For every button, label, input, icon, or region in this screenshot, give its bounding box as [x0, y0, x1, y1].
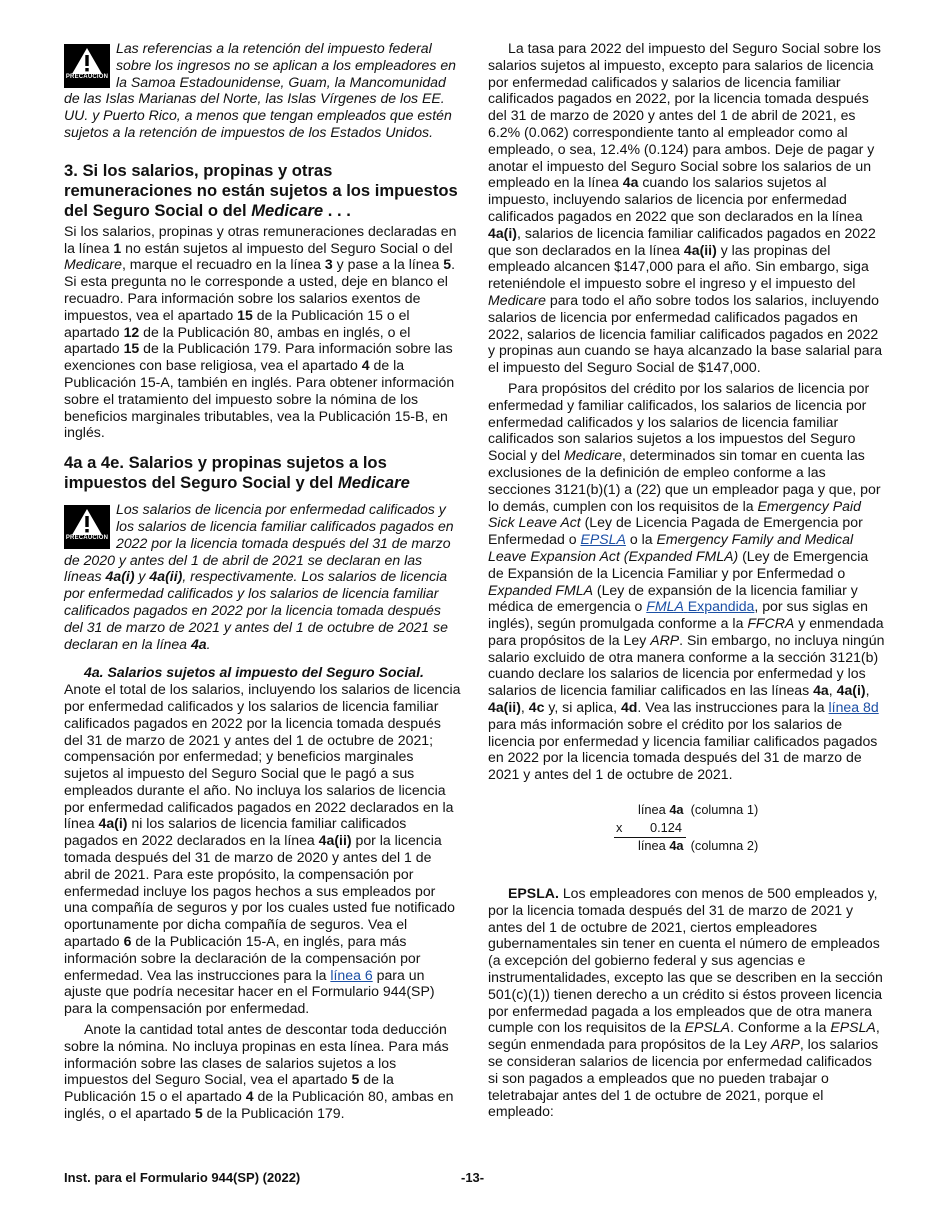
formula-line-3: línea 4a (columna 2) — [638, 838, 759, 854]
section-4-heading: 4a a 4e. Salarios y propinas sujetos a los impuestos del Seguro Social y del Medicare — [64, 453, 410, 493]
fmla-expandida-link[interactable]: FMLA Expandida — [646, 598, 755, 615]
tax-formula — [488, 801, 885, 855]
epsla-heading: EPSLA. — [508, 885, 559, 902]
caution-text: Las referencias a la retención del impuesto federal sobre los ingresos no se aplican a los empleadores en la Samoa Estadounidense, Guam, la Mancomunidad de las Islas Marianas del Norte, las Islas Vírgenes de los EE. UU. y Puerto Rico, a menos que tengan empleados que estén sujetos a la retención de impuestos de los Estados Unidos. — [64, 40, 457, 140]
page-number: -13- — [461, 1170, 485, 1185]
epsla-paragraph: EPSLA. Los empleadores con menos de 500 empleados y, por la licencia tomada después del 31 de marzo de 2021 y antes del 1 de octubre de 2021, ciertos empleadores gubernamentales sin tener en cuenta el número de empleados (a excepción del gobierno federal y sus agencias e instrumentalidades, excepto las que se describen en la sección 501(c)(1)) tienen derecho a un crédito si éstos proveen licencia por enfermedad pagada a los empleados que de otra manera cumple con los requisitos de la EPSLA. Conforme a la EPSLA, según enmendada para propósitos de la Ley ARP, los salarios se consideran salarios de licencia por enfermedad calificados si son pagados a empleados que no pueden trabajar o teletrabajar antes del 1 de octubre de 2021, porque el empleado: — [488, 885, 883, 1120]
formula-multiply-sign: x — [616, 820, 623, 836]
epsla-link[interactable]: EPSLA — [580, 531, 626, 548]
caution-label: PRECAUCION — [65, 74, 109, 81]
line-4a-paragraph: 4a. Salarios sujetos al impuesto del Seguro Social. Anote el total de los salarios, incluyendo los salarios de licencia por enfermedad calificados y los salarios de licencia familiar calificados pagados en 2022 por la licencia tomada después del 31 de marzo de 2021 y antes del 1 de octubre de 2021; compensación por enfermedad; y beneficios marginales sujetos al impuesto del Seguro Social que le pagó a sus empleados durante el año. No incluya los salarios de licencia por enfermedad calificados pagados en 2022 declarados en la línea 4a(i) ni los salarios de licencia familiar calificados pagados en 2022 declarados en la línea 4a(ii) por la licencia tomada después del 31 de marzo de 2020 y antes del 1 de abril de 2021. Para este propósito, la compensación por enfermedad incluye los pagos hechos a sus empleados por una compañía de seguros y por los cuales usted fue notificado oportunamente por dicha compañía de seguros. Vea el apartado 6 de la Publicación 15-A, en inglés, para más información sobre la declaración de la compensación por enfermedad. Vea las instrucciones para la línea 6 para un ajuste que podría necesitar hacer en el Formulario 944(SP) para la compensación por enfermedad. — [64, 664, 461, 1017]
section-3-paragraph: Si los salarios, propinas y otras remuneraciones declaradas en la línea 1 no están sujetos al impuesto del Seguro Social o del Medicare, marque el recuadro en la línea 3 y pase a la línea 5. Si esta pregunta no le corresponde a usted, deje en blanco el recuadro. Para información sobre los salarios exentos de impuestos, vea el apartado 15 de la Publicación 15 o el apartado 12 de la Publicación 80, ambas en inglés, o el apartado 15 de la Publicación 179. Para información sobre las exenciones con base religiosa, vea el apartado 4 de la Publicación 15-A, también en inglés. Para obtener información sobre el tratamiento del impuesto sobre la nómina de los beneficios marginales tributables, vea la Publicación 15-B, en inglés. — [64, 222, 457, 441]
formula-line-1: línea 4a (columna 1) — [638, 802, 759, 818]
formula-multiplier: 0.124 — [650, 820, 683, 836]
line-4a-heading: 4a. Salarios sujetos al impuesto del Seguro Social. — [84, 664, 424, 681]
footer-form-title: Inst. para el Formulario 944(SP) (2022) — [64, 1170, 301, 1185]
left-column — [64, 40, 461, 1122]
credit-purposes-paragraph: Para propósitos del crédito por los salarios de licencia por enfermedad y familiar calificados, los salarios de licencia por enfermedad calificados y los salarios de licencia familiar calificados son salarios sujetos a los impuestos del Seguro Social y del Medicare, determinados sin tomar en cuenta las exclusiones de la definición de empleo conforme a las secciones 3121(b)(1) a (22) que un empleador paga y que, por lo demás, cumplen con los requisitos de la Emergency Paid Sick Leave Act (Ley de Licencia Pagada de Emergencia por Enfermedad o EPSLA o la Emergency Family and Medical Leave Expansion Act (Expanded FMLA) (Ley de Emergencia de Expansión de la Licencia Familiar y por Enfermedad o Expanded FMLA (Ley de expansión de la licencia familiar y médica de emergencia o FMLA Expandida, por sus siglas en inglés), según promulgada conforme a la FFCRA y enmendada para propósitos de la Ley ARP. Sin embargo, no incluya ningún salario excluido de otra manera conforme a la sección 3121(b) cuando declare los salarios de licencia por enfermedad y los salarios de licencia familiar calificados en las líneas 4a, 4a(i), 4a(ii), 4c y, si aplica, 4d. Vea las instrucciones para la línea 8d para más información sobre el crédito por los salarios de licencia por enfermedad y licencia familiar calificados pagados en 2022 por la licencia tomada después del 31 de marzo de 2021 y antes del 1 de octubre de 2021. — [488, 379, 885, 783]
right-column — [488, 40, 885, 1120]
section-3-heading: 3. Si los salarios, propinas y otras remuneraciones no están sujetos a los impuestos del Seguro Social o del Medicare . . . — [64, 160, 458, 220]
line-8d-link[interactable]: línea 8d — [828, 699, 879, 716]
caution-label: PRECAUCION — [65, 535, 109, 542]
tax-rate-paragraph: La tasa para 2022 del impuesto del Seguro Social sobre los salarios sujetos al impuesto, excepto para salarios de licencia por enfermedad calificados y salarios de licencia familiar calificados pagados en 2022, por la licencia tomada después del 31 de marzo de 2020 y antes del 1 de abril de 2021, es 6.2% (0.062) correspondiente tanto al empleador como al empleado, o sea, 12.4% (0.124) para ambos. Deje de pagar y anotar el impuesto del Seguro Social sobre los salarios de un empleado en la línea 4a cuando los salarios sujetos al impuesto, incluyendo salarios de licencia por enfermedad calificados pagados en 2022 que son declarados en la línea 4a(i), salarios de licencia familiar calificados pagados en 2022 que son declarados en la línea 4a(ii) y las propinas del empleado alcancen $147,000 para el año. Sin embargo, siga reteniéndole el impuesto sobre el ingreso y el impuesto del Medicare para todo el año sobre todos los salarios, incluyendo salarios de licencia por enfermedad calificados pagados en 2022, salarios de licencia familiar calificados pagados en 2022 y propinas aun cuando se haya alcanzado la base salarial para el impuesto del Seguro Social de $147,000. — [488, 40, 883, 376]
caution-note-1 — [64, 40, 461, 141]
caution-note-2: PRECAUCION Los salarios de licencia por enfermedad calificados y los salarios de licencia familiar calificados pagados en 2022 por la licencia tomada después del 31 de marzo de 2020 y antes del 1 de abril de 2021 se declaran en las líneas 4a(i) y 4a(ii), respectivamente. Los salarios de licencia por enfermedad calificados y los salarios de licencia familiar calificados pagados en 2022 por la licencia tomada después del 31 de marzo de 2021 y antes del 1 de octubre de 2021 se declaran en la línea 4a. — [64, 501, 454, 652]
line-6-link[interactable]: línea 6 — [330, 966, 373, 983]
caution-warning-icon — [64, 505, 110, 549]
total-amount-paragraph: Anote la cantidad total antes de descontar toda deducción sobre la nómina. No incluya propinas en esta línea. Para más información sobre las clases de salarios sujetos a los impuestos del Seguro Social, vea el apartado 5 de la Publicación 15 o el apartado 4 de la Publicación 80, ambas en inglés, o el apartado 5 de la Publicación 179. — [64, 1021, 454, 1122]
caution-warning-icon — [64, 44, 110, 88]
